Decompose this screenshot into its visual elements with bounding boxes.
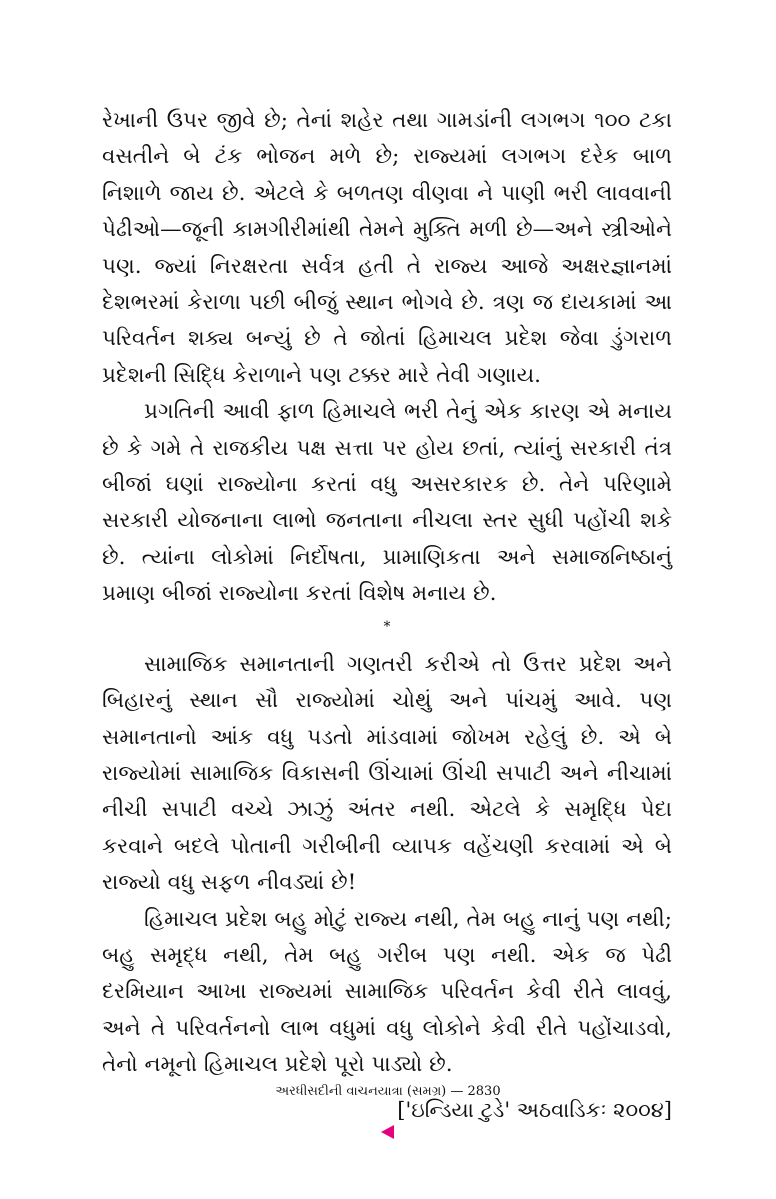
source-citation: ['ઇન્ડિયા ટુડે' અઠવાડિકઃ ૨૦૦૪] <box>397 1097 672 1122</box>
paragraph: સામાજિક સમાનતાની ગણતરી કરીએ તો ઉત્તર પ્રદેશ અને બિહારનું સ્થાન સૌ રાજ્યોમાં ચોથું અને પાંચમું આવે. પણ સમાનતાનો આંક વધુ પડતો માંડવામાં જોખમ રહેલું છે. એ બે રાજ્યોમાં સામાજિક વિકાસની ઊંચામાં ઊંચી સપાટી અને નીચામાં નીચી સપાટી વચ્ચે ઝાઝું અંતર નથી. એટલે કે સમૃદ્ધિ પેદા કરવાને બદલે પોતાની ગરીબીની વ્યાપક વહેંચણી કરવામાં એ બે રાજ્યો વધુ સફળ નીવડ્યાં છે! <box>102 651 672 896</box>
paragraph-continued: રેખાની ઉપર જીવે છે; તેનાં શહેર તથા ગામડાંની લગભગ ૧૦૦ ટકા વસતીને બે ટંક ભોજન મળે છે; રાજ્યમાં લગભગ દરેક બાળ નિશાળે જાય છે. એટલે કે બળતણ વીણવા ને પાણી ભરી લાવવાની પેઢીઓ—જૂની કામગીરીમાંથી તેમને મુક્તિ મળી છે—અને સ્ત્રીઓને પણ. જ્યાં નિરક્ષરતા સર્વત્ર હતી તે રાજ્ય આજે અક્ષરજ્ઞાનમાં દેશભરમાં કેરાળા પછી બીજું સ્થાન ભોગવે છે. ત્રણ જ દાયકામાં આ પરિવર્તન શક્ય બન્યું છે તે જોતાં હિમાચલ પ્રદેશ જેવા ડુંગરાળ પ્રદેશની સિદ્ધિ કેરાળાને પણ ટક્કર મારે તેવી ગણાય. <box>102 108 672 388</box>
paragraph: હિમાચલ પ્રદેશ બહુ મોટું રાજ્ય નથી, તેમ બહુ નાનું પણ નથી; બહુ સમૃદ્ધ નથી, તેમ બહુ ગરીબ પણ નથી. એક જ પેઢી દરમિયાન આખા રાજ્યમાં સામાજિક પરિવર્તન કેવી રીતે લાવવું, અને તે પરિવર્તનનો લાભ વધુમાં વધુ લોકોને કેવી રીતે પહોંચાડવો, તેનો નમૂનો હિમાચલ પ્રદેશે પૂરો પાડ્યો છે. <box>102 906 672 1078</box>
paragraph: પ્રગતિની આવી ફાળ હિમાચલે ભરી તેનું એક કારણ એ મનાય છે કે ગમે તે રાજકીય પક્ષ સત્તા પર હોય છતાં, ત્યાંનું સરકારી તંત્ર બીજાં ઘણાં રાજ્યોના કરતાં વધુ અસરકારક છે. તેને પરિણામે સરકારી યોજનાના લાભો જનતાના નીચલા સ્તર સુધી પહોંચી શકે છે. ત્યાંના લોકોમાં નિર્દોષતા, પ્રામાણિકતા અને સમાજનિષ્ઠાનું પ્રમાણ બીજાં રાજ્યોના કરતાં વિશેષ મનાય છે. <box>102 399 672 607</box>
section-separator: * <box>383 618 391 635</box>
article-body <box>102 103 672 1128</box>
page-footer: અરધીસદીની વાચનયાત્રા (સમગ્ર) — 2830 <box>275 1084 501 1099</box>
previous-page-arrow-icon[interactable] <box>381 1125 394 1139</box>
